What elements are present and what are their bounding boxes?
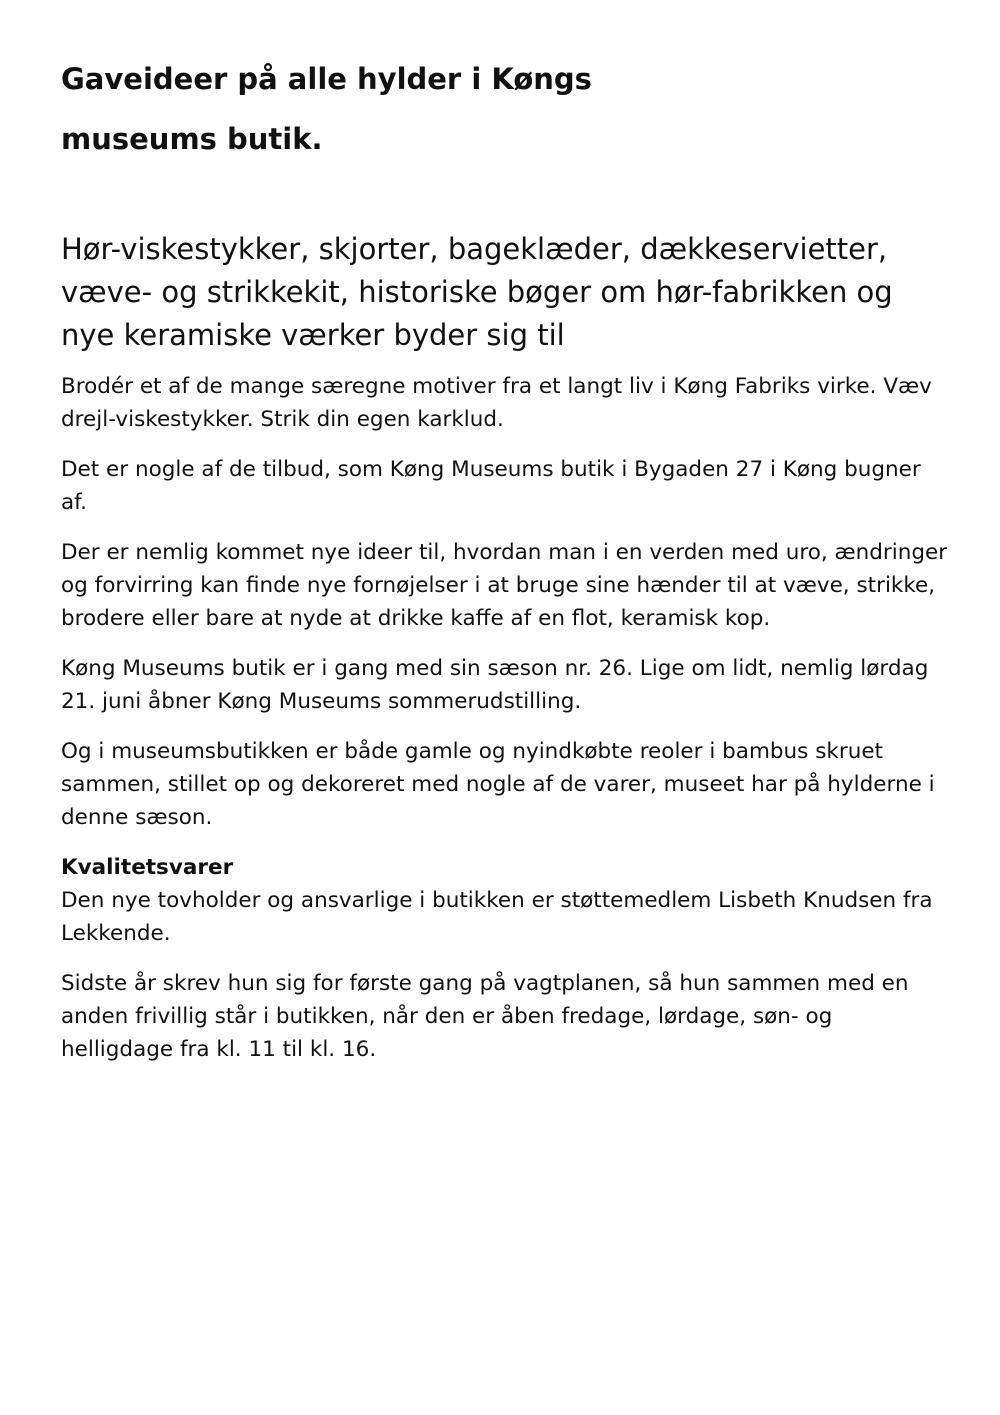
- paragraph: Sidste år skrev hun sig for første gang på vagtplanen, så hun sammen med en anden frivillig står i butikken, når den er åben fredage, lørdage, søn- og helligdage fra kl. 11 til kl. 16.: [61, 971, 909, 1062]
- article-body: [61, 370, 951, 1083]
- article-lead: Hør-viskestykker, skjorter, bageklæder, dækkeservietter, væve- og strikkekit, historiske bøger om hør-fabrikken og nye keramiske værker byder sig til: [61, 232, 893, 352]
- paragraph: Det er nogle af de tilbud, som Køng Museums butik i Bygaden 27 i Køng bugner af.: [61, 457, 921, 515]
- article-title-line-2: museums butik.: [61, 122, 323, 156]
- paragraph: Og i museumsbutikken er både gamle og nyindkøbte reoler i bambus skruet sammen, stillet op og dekoreret med nogle af de varer, museet har på hylderne i denne sæson.: [61, 739, 935, 830]
- section-subheading: Kvalitetsvarer: [61, 855, 234, 880]
- paragraph: Der er nemlig kommet nye ideer til, hvordan man i en verden med uro, ændringer og forvirring kan finde nye fornøjelser i at bruge sine hænder til at væve, strikke, brodere eller bare at nyde at drikke kaffe af en flot, keramisk kop.: [61, 540, 948, 631]
- paragraph: Brodér et af de mange særegne motiver fra et langt liv i Køng Fabriks virke. Væv drejl-viskestykker. Strik din egen karklud.: [61, 374, 932, 432]
- paragraph: Køng Museums butik er i gang med sin sæson nr. 26. Lige om lidt, nemlig lørdag 21. juni åbner Køng Museums sommerudstilling.: [61, 656, 929, 714]
- paragraph: Den nye tovholder og ansvarlige i butikken er støttemedlem Lisbeth Knudsen fra Lekkende.: [61, 888, 933, 946]
- article-title-line-1: Gaveideer på alle hylder i Køngs: [61, 62, 592, 96]
